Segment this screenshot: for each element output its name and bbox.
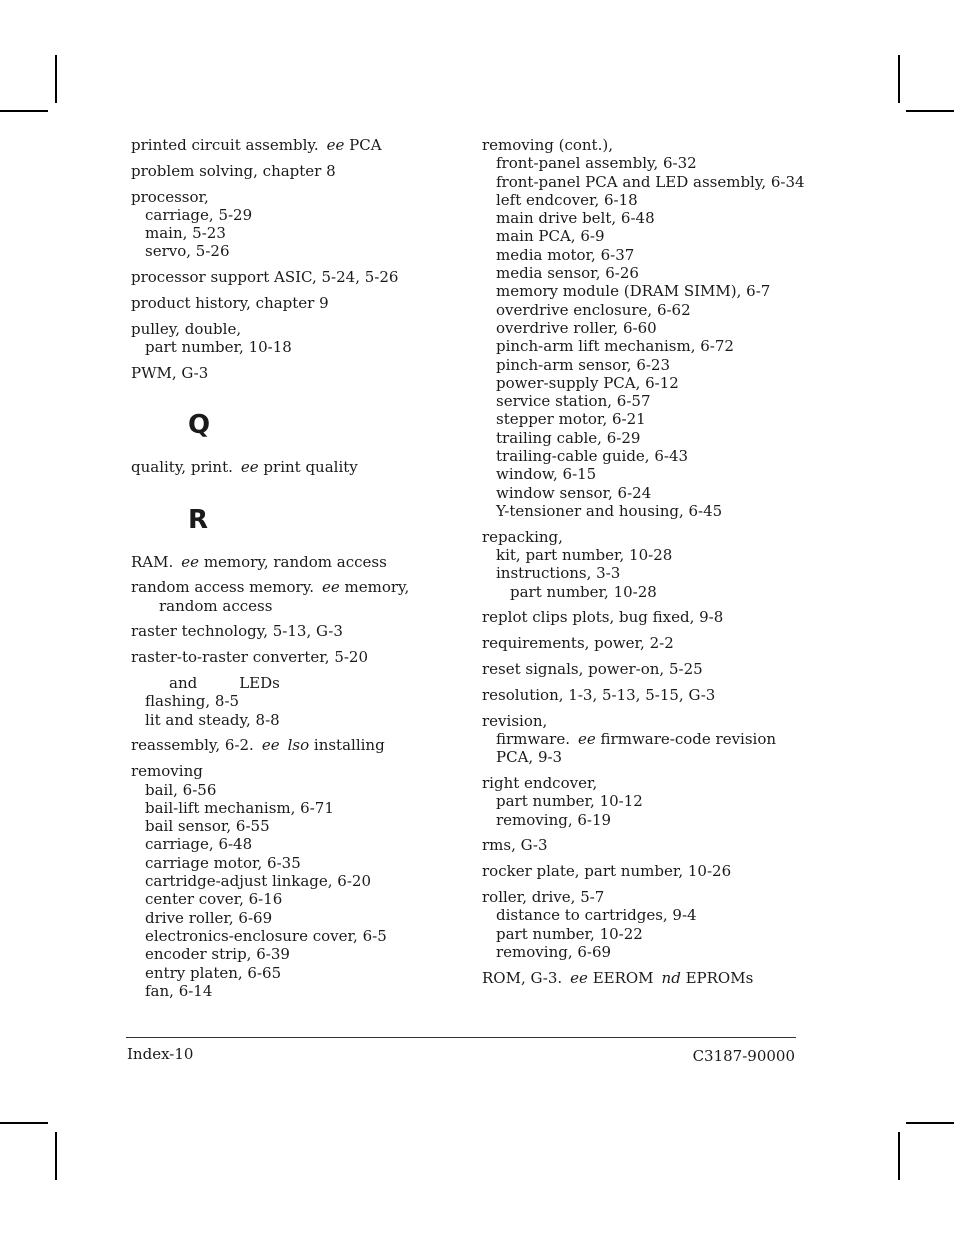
index-entry: raster-to-raster converter, 5-20 bbox=[131, 648, 369, 667]
index-column-left bbox=[131, 136, 461, 1008]
index-entry: quality, print. ee print quality bbox=[131, 458, 358, 477]
footer-rule bbox=[126, 1037, 796, 1038]
index-entry: pulley, double, part number, 10-18 bbox=[131, 319, 292, 357]
index-column-right bbox=[482, 136, 822, 994]
index-entry: and LEDs flashing, 8-5 lit and steady, 8-8 bbox=[145, 674, 280, 729]
index-entry: printed circuit assembly. ee PCA bbox=[131, 136, 382, 154]
index-entry: revision, firmware. ee firmware-code revision PCA, 9-3 bbox=[482, 711, 777, 767]
crop-mark-top-left-horizontal bbox=[0, 110, 48, 112]
document-number: C3187-90000 bbox=[692, 1047, 795, 1065]
section-heading-r: R bbox=[188, 504, 209, 535]
crop-mark-top-right-horizontal bbox=[906, 110, 954, 112]
index-entry: processor, carriage, 5-29 main, 5-23 servo, 5-26 bbox=[131, 187, 253, 261]
index-entry: requirements, power, 2-2 bbox=[482, 634, 674, 653]
index-entry: repacking, kit, part number, 10-28 instructions, 3-3 part number, 10-28 bbox=[482, 527, 673, 601]
crop-mark-bottom-left-horizontal bbox=[0, 1122, 48, 1124]
index-entry: ROM, G-3. ee EEROM nd EPROMs bbox=[482, 968, 754, 987]
index-entry: PWM, G-3 bbox=[131, 363, 209, 382]
index-entry: rms, G-3 bbox=[482, 836, 548, 855]
index-entry: removing bail, 6-56 bail-lift mechanism, 6-71 bail sensor, 6-55 carriage, 6-48 carriage motor, 6-35 cartridge-adjust linkage, 6-20 center cover, 6-16 drive roller, 6-69 electronics-enclosure cover, 6-5 encoder strip, 6-39 entry platen, 6-65 fan, 6-14 bbox=[131, 762, 387, 1000]
crop-mark-top-right-vertical bbox=[898, 55, 900, 103]
page-number: Index-10 bbox=[127, 1045, 194, 1063]
index-entry: problem solving, chapter 8 bbox=[131, 161, 336, 180]
index-entry: roller, drive, 5-7 distance to cartridges, 9-4 part number, 10-22 removing, 6-69 bbox=[482, 887, 697, 961]
index-entry: raster technology, 5-13, G-3 bbox=[131, 622, 343, 641]
index-entry: right endcover, part number, 10-12 removing, 6-19 bbox=[482, 774, 643, 829]
index-entry: replot clips plots, bug fixed, 9-8 bbox=[482, 608, 724, 627]
index-entry: random access memory. ee memory, random access bbox=[131, 578, 410, 615]
crop-mark-bottom-left-vertical bbox=[55, 1132, 57, 1180]
index-entry: reassembly, 6-2. ee lso installing bbox=[131, 736, 385, 755]
crop-mark-bottom-right-vertical bbox=[898, 1132, 900, 1180]
index-entry: processor support ASIC, 5-24, 5-26 bbox=[131, 268, 399, 287]
index-entry: product history, chapter 9 bbox=[131, 294, 329, 313]
crop-mark-top-left-vertical bbox=[55, 55, 57, 103]
index-entry: resolution, 1-3, 5-13, 5-15, G-3 bbox=[482, 685, 716, 704]
index-entry: RAM. ee memory, random access bbox=[131, 552, 387, 571]
crop-mark-bottom-right-horizontal bbox=[906, 1122, 954, 1124]
index-entry: removing (cont.), front-panel assembly, 6-32 front-panel PCA and LED assembly, 6-34 left endcover, 6-18 main drive belt, 6-48 main PCA, 6-9 media motor, 6-37 media sensor, 6-26 memory module (DRAM SIMM), 6-7 overdrive enclosure, 6-62 overdrive roller, 6-60 pinch-arm lift mechanism, 6-72 pinch-arm sensor, 6-23 power-supply PCA, 6-12 service station, 6-57 stepper motor, 6-21 trailing cable, 6-29 trailing-cable guide, 6-43 window, 6-15 window sensor, 6-24 Y-tensioner and housing, 6-45 bbox=[482, 136, 805, 520]
section-heading-q: Q bbox=[188, 410, 211, 441]
index-entry: rocker plate, part number, 10-26 bbox=[482, 862, 732, 881]
index-entry: reset signals, power-on, 5-25 bbox=[482, 660, 703, 679]
